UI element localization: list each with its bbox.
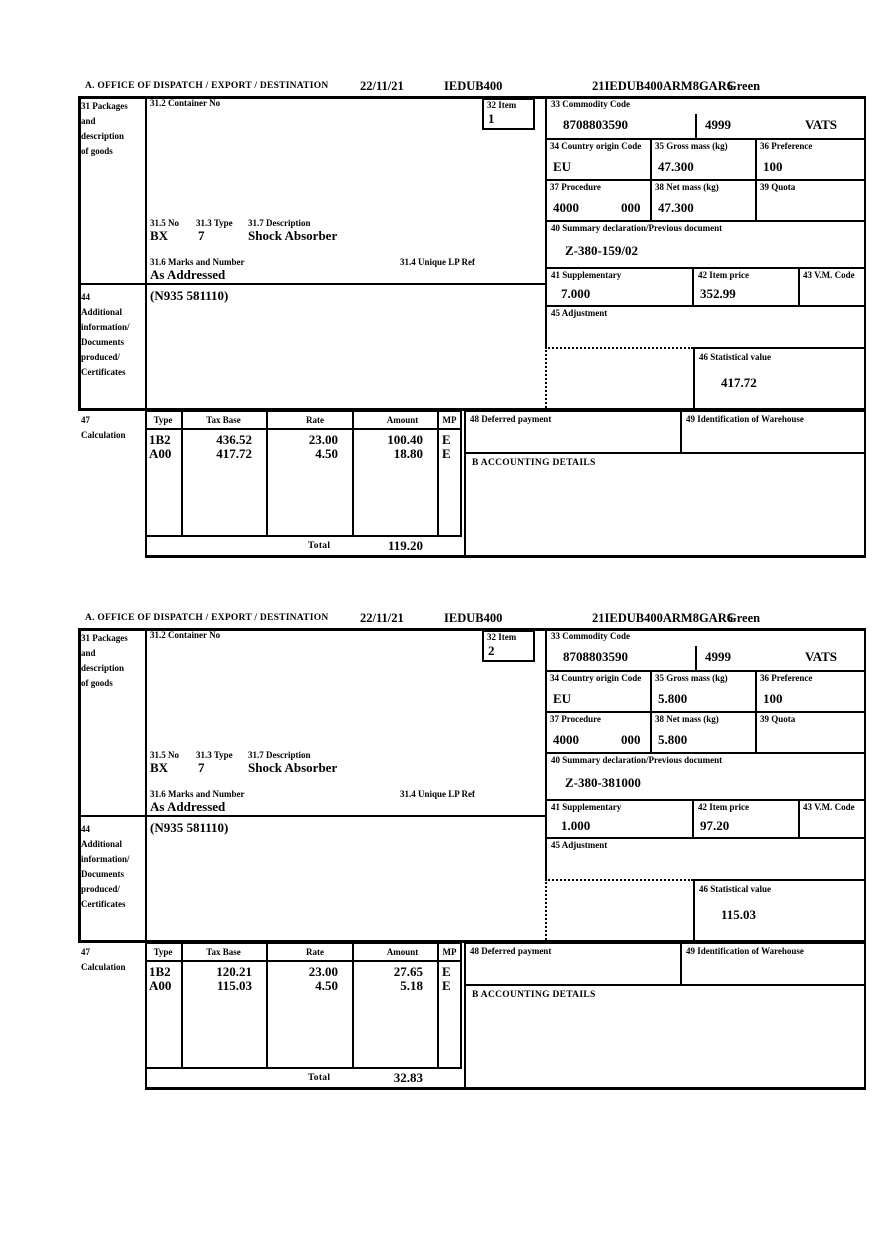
commodity-code-3-value: VATS [805, 649, 838, 664]
box44-divider-line [78, 283, 547, 285]
box36-preference [755, 670, 866, 713]
calc-col-type-header: Type [153, 415, 173, 425]
packages-no-label: 31.5 No [150, 218, 179, 228]
box42-item-price [692, 267, 800, 307]
commodity-code-2-value: 4999 [705, 117, 731, 132]
total-label: Total [308, 1073, 331, 1083]
box47-label: 47 Calculation [81, 947, 126, 972]
packages-type-value: 7 [198, 228, 205, 243]
calc-type-value: A00 [149, 446, 172, 461]
box49-warehouse-id [680, 410, 866, 454]
calc-rate-value: 23.00 [308, 432, 338, 447]
accounting-details-box [464, 452, 866, 558]
calc-col-amount-header: Amount [386, 947, 419, 957]
calc-tax-base-value: 120.21 [216, 964, 252, 979]
calc-header-divider-line [145, 960, 462, 962]
supplementary-value: 1.000 [561, 818, 591, 833]
total-value: 32.83 [393, 1070, 423, 1085]
routing-indicator: Green [727, 611, 761, 625]
supplementary-label: 41 Supplementary [551, 802, 622, 812]
calc-col-type-header: Type [153, 947, 173, 957]
net-mass-label: 38 Net mass (kg) [655, 714, 719, 724]
statistical-value-value: 115.03 [721, 907, 757, 922]
calc-col-divider-line [437, 410, 439, 537]
commodity-code-value: 8708803590 [563, 649, 628, 664]
gross-mass-value: 5.800 [658, 691, 688, 706]
box40-summary-declaration [545, 752, 866, 801]
calc-col-mp-header: MP [442, 415, 457, 425]
item-price-value: 352.99 [700, 286, 736, 301]
box48-deferred-payment [464, 410, 682, 454]
calc-rate-value: 4.50 [315, 978, 338, 993]
summary-declaration-label: 40 Summary declaration/Previous document [551, 755, 723, 765]
box43-vm-code [798, 799, 866, 839]
declaration-date: 22/11/21 [360, 611, 404, 625]
box48-deferred-payment [464, 942, 682, 986]
country-origin-value: EU [553, 691, 572, 706]
quota-label: 39 Quota [760, 182, 796, 192]
box44-label: 44 Additional information/ Documents produced/ Certificates [81, 292, 130, 377]
box37-procedure [545, 711, 652, 754]
container-no-label: 31.2 Container No [150, 98, 221, 108]
movement-reference: 21IEDUB400ARM8GAR6 [592, 611, 733, 625]
calc-col-divider-line [266, 942, 268, 1069]
vm-code-label: 43 V.M. Code [803, 270, 855, 280]
accounting-details-label: B ACCOUNTING DETAILS [472, 458, 596, 468]
packages-no-value: BX [150, 228, 169, 243]
calc-amount-value: 27.65 [393, 964, 423, 979]
goods-description-label: 31.7 Description [248, 218, 311, 228]
previous-document-value: Z-380-159/02 [565, 243, 638, 258]
gross-mass-label: 35 Gross mass (kg) [655, 673, 728, 683]
box38-net-mass [650, 179, 757, 222]
container-no-label: 31.2 Container No [150, 630, 221, 640]
commodity-code-label: 33 Commodity Code [551, 631, 630, 641]
box31-label: 31 Packages and description of goods [81, 101, 128, 156]
section-title: A. OFFICE OF DISPATCH / EXPORT / DESTINATION [85, 613, 329, 623]
box41-supplementary [545, 799, 694, 839]
box35-gross-mass [650, 138, 757, 181]
procedure-value: 4000 [553, 732, 579, 747]
box39-quota [755, 711, 866, 754]
country-origin-value: EU [553, 159, 572, 174]
commodity-code-2-value: 4999 [705, 649, 731, 664]
country-origin-label: 34 Country origin Code [550, 673, 642, 683]
routing-indicator: Green [727, 79, 761, 93]
calc-col-mp-header: MP [442, 947, 457, 957]
previous-document-value: Z-380-381000 [565, 775, 641, 790]
goods-description-label: 31.7 Description [248, 750, 311, 760]
marks-number-label: 31.6 Marks and Number [150, 257, 245, 267]
preference-value: 100 [763, 691, 783, 706]
commodity-code-divider-line [695, 114, 697, 138]
net-mass-value: 47.300 [658, 200, 694, 215]
box44-divider-line [78, 815, 547, 817]
packages-no-value: BX [150, 760, 169, 775]
total-label: Total [308, 541, 331, 551]
supplementary-label: 41 Supplementary [551, 270, 622, 280]
procedure-label: 37 Procedure [550, 714, 601, 724]
box42-item-price [692, 799, 800, 839]
item-price-label: 42 Item price [698, 802, 749, 812]
calc-tax-base-value: 115.03 [216, 978, 252, 993]
packages-type-value: 7 [198, 760, 205, 775]
vm-code-label: 43 V.M. Code [803, 802, 855, 812]
calc-col-divider-line [352, 942, 354, 1069]
statistical-value-label: 46 Statistical value [699, 884, 771, 894]
commodity-code-3-value: VATS [805, 117, 838, 132]
box34-country-origin [545, 670, 652, 713]
goods-description-value: Shock Absorber [248, 760, 338, 775]
deferred-payment-label: 48 Deferred payment [470, 414, 552, 424]
net-mass-value: 5.800 [658, 732, 688, 747]
box43-vm-code [798, 267, 866, 307]
dotted-vertical-line [545, 347, 547, 408]
country-origin-label: 34 Country origin Code [550, 141, 642, 151]
calc-mp-value: E [442, 432, 451, 447]
calc-col-tax-base-header: Tax Base [206, 415, 241, 425]
box38-net-mass [650, 711, 757, 754]
box40-summary-declaration [545, 220, 866, 269]
left-column-divider-line [145, 628, 147, 943]
box35-gross-mass [650, 670, 757, 713]
accounting-details-label: B ACCOUNTING DETAILS [472, 990, 596, 1000]
preference-label: 36 Preference [760, 673, 813, 683]
box45-adjustment [545, 305, 866, 349]
unique-lp-ref-label: 31.4 Unique LP Ref [400, 789, 476, 799]
supplementary-value: 7.000 [561, 286, 591, 301]
calc-type-value: 1B2 [149, 964, 171, 979]
box32-item [482, 98, 535, 130]
declaration-date: 22/11/21 [360, 79, 404, 93]
calc-mp-value: E [442, 978, 451, 993]
calc-col-rate-header: Rate [306, 415, 324, 425]
calc-amount-value: 18.80 [393, 446, 423, 461]
box45-adjustment [545, 837, 866, 881]
unique-lp-ref-label: 31.4 Unique LP Ref [400, 257, 476, 267]
calc-col-tax-base-header: Tax Base [206, 947, 241, 957]
calc-tax-base-value: 436.52 [216, 432, 252, 447]
warehouse-id-label: 49 Identification of Warehouse [686, 946, 804, 956]
box36-preference [755, 138, 866, 181]
total-value: 119.20 [387, 538, 423, 553]
procedure-2-value: 000 [621, 732, 641, 747]
procedure-2-value: 000 [621, 200, 641, 215]
calc-rate-value: 4.50 [315, 446, 338, 461]
statistical-value-label: 46 Statistical value [699, 352, 771, 362]
calc-col-divider-line [266, 410, 268, 537]
commodity-code-value: 8708803590 [563, 117, 628, 132]
adjustment-label: 45 Adjustment [551, 840, 608, 850]
calc-col-rate-header: Rate [306, 947, 324, 957]
box47-label: 47 Calculation [81, 415, 126, 440]
procedure-value: 4000 [553, 200, 579, 215]
item-number-value: 2 [488, 643, 495, 658]
calc-type-value: 1B2 [149, 432, 171, 447]
box31-label: 31 Packages and description of goods [81, 633, 128, 688]
calc-col-divider-line [352, 410, 354, 537]
office-code: IEDUB400 [444, 611, 503, 625]
calc-amount-value: 100.40 [387, 432, 423, 447]
item-price-label: 42 Item price [698, 270, 749, 280]
left-column-divider-line [145, 96, 147, 411]
calc-col-divider-line [181, 942, 183, 1069]
box41-supplementary [545, 267, 694, 307]
section-title: A. OFFICE OF DISPATCH / EXPORT / DESTINATION [85, 81, 329, 91]
gross-mass-label: 35 Gross mass (kg) [655, 141, 728, 151]
box44-label: 44 Additional information/ Documents produced/ Certificates [81, 824, 130, 909]
calc-col-amount-header: Amount [386, 415, 419, 425]
summary-declaration-label: 40 Summary declaration/Previous document [551, 223, 723, 233]
box33-commodity-code [545, 96, 866, 140]
marks-number-value: As Addressed [150, 267, 226, 282]
goods-description-value: Shock Absorber [248, 228, 338, 243]
marks-number-value: As Addressed [150, 799, 226, 814]
box46-statistical-value [693, 347, 866, 410]
statistical-value-value: 417.72 [721, 375, 757, 390]
additional-info-value: (N935 581110) [150, 820, 229, 835]
packages-type-label: 31.3 Type [196, 750, 233, 760]
procedure-label: 37 Procedure [550, 182, 601, 192]
calc-col-divider-line [181, 410, 183, 537]
item-label: 32 Item [487, 100, 517, 110]
calc-amount-value: 5.18 [400, 978, 423, 993]
quota-label: 39 Quota [760, 714, 796, 724]
preference-label: 36 Preference [760, 141, 813, 151]
box49-warehouse-id [680, 942, 866, 986]
declaration-item-section [0, 78, 882, 560]
calc-mp-value: E [442, 964, 451, 979]
box37-procedure [545, 179, 652, 222]
net-mass-label: 38 Net mass (kg) [655, 182, 719, 192]
adjustment-label: 45 Adjustment [551, 308, 608, 318]
calc-type-value: A00 [149, 978, 172, 993]
box32-item [482, 630, 535, 662]
gross-mass-value: 47.300 [658, 159, 694, 174]
box34-country-origin [545, 138, 652, 181]
calc-header-divider-line [145, 428, 462, 430]
office-code: IEDUB400 [444, 79, 503, 93]
declaration-item-section [0, 610, 882, 1092]
marks-number-label: 31.6 Marks and Number [150, 789, 245, 799]
packages-no-label: 31.5 No [150, 750, 179, 760]
additional-info-value: (N935 581110) [150, 288, 229, 303]
commodity-code-label: 33 Commodity Code [551, 99, 630, 109]
movement-reference: 21IEDUB400ARM8GAR6 [592, 79, 733, 93]
calc-col-divider-line [437, 942, 439, 1069]
preference-value: 100 [763, 159, 783, 174]
box46-statistical-value [693, 879, 866, 942]
item-price-value: 97.20 [700, 818, 730, 833]
warehouse-id-label: 49 Identification of Warehouse [686, 414, 804, 424]
deferred-payment-label: 48 Deferred payment [470, 946, 552, 956]
accounting-details-box [464, 984, 866, 1090]
box39-quota [755, 179, 866, 222]
item-number-value: 1 [488, 111, 495, 126]
calc-mp-value: E [442, 446, 451, 461]
box33-commodity-code [545, 628, 866, 672]
item-label: 32 Item [487, 632, 517, 642]
commodity-code-divider-line [695, 646, 697, 670]
dotted-vertical-line [545, 879, 547, 940]
packages-type-label: 31.3 Type [196, 218, 233, 228]
calc-rate-value: 23.00 [308, 964, 338, 979]
calc-tax-base-value: 417.72 [216, 446, 252, 461]
